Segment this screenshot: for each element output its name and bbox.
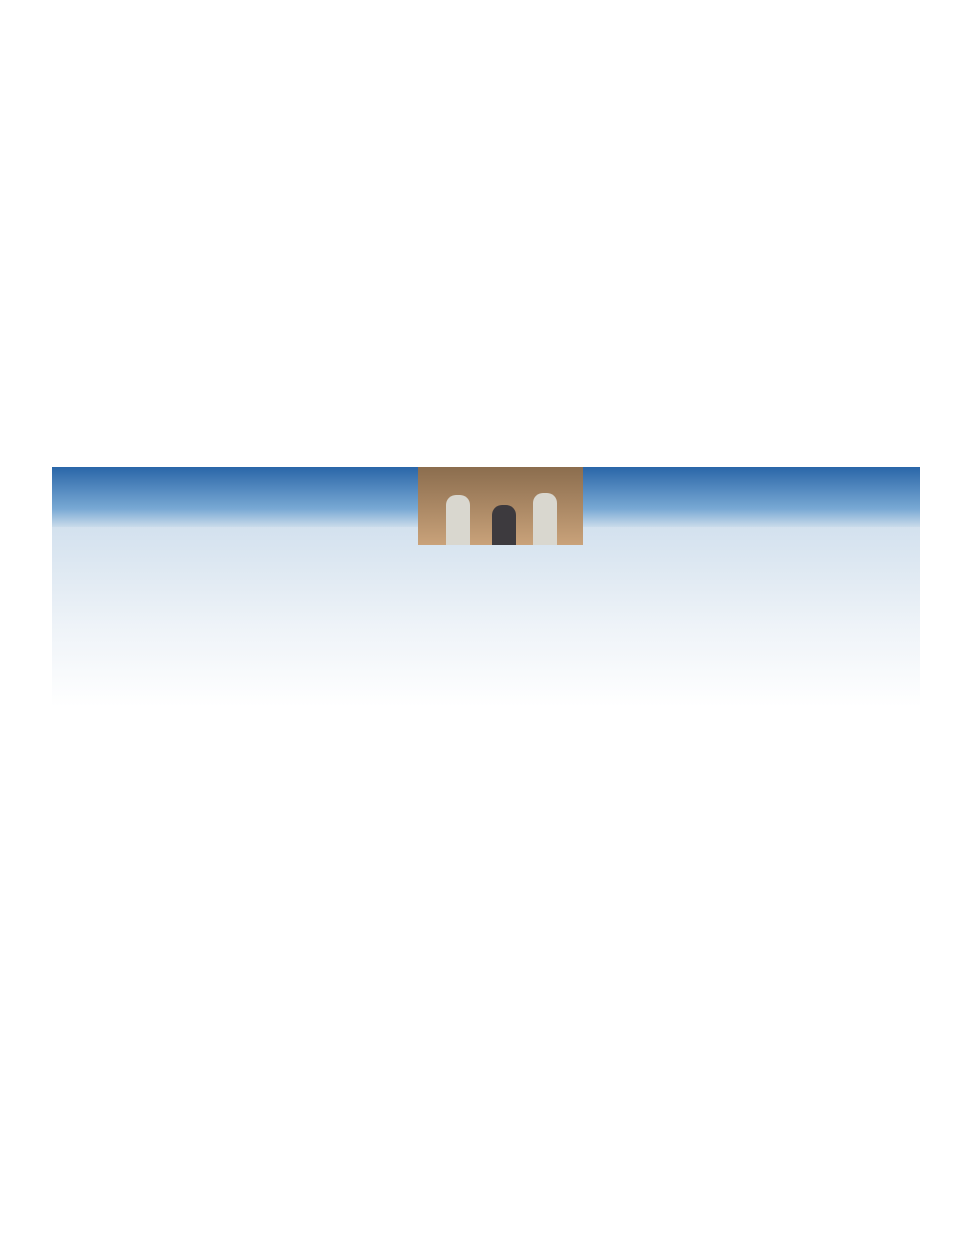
county-judges-section <box>56 530 920 1158</box>
circuits-section <box>56 54 920 459</box>
